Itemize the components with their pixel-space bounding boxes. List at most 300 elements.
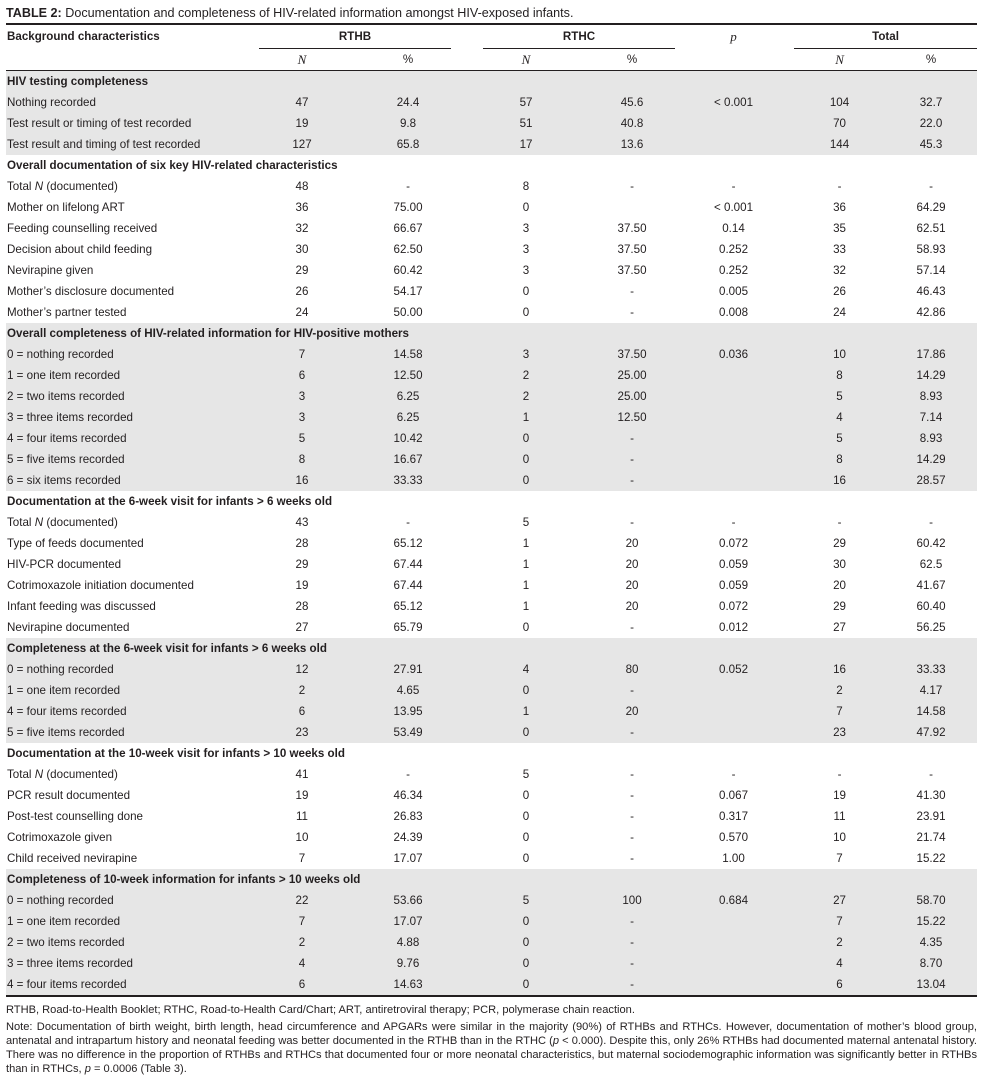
cell-rthc-pct: 20 [625,600,639,613]
column-gap [782,239,794,260]
cell-total-pct: 45.3 [885,134,977,155]
column-gap [782,680,794,701]
cell-rthb-pct: 6.25 [355,386,461,407]
cell-rthb-n: 43 [295,516,309,529]
cell-rthc-n: 0 [473,680,579,701]
cell-total-pct: 22.0 [885,113,977,134]
cell-rthb-pct: 12.50 [355,365,461,386]
cell-rthc-pct: 37.50 [617,222,647,235]
cell-total-n: 29 [833,537,846,550]
cell-p [685,722,782,743]
cell-rthc-n: 0 [522,789,530,802]
cell-total-pct: 28.57 [885,470,977,491]
header-p: p [730,29,737,44]
cell-total-n: 8 [794,365,885,386]
cell-rthb-pct: 4.65 [355,680,461,701]
cell-total-pct: 58.93 [916,243,946,256]
cell-p: 0.059 [719,558,749,571]
column-gap [461,932,473,953]
table-row [6,932,977,953]
section-title: Overall documentation of six key HIV-related characteristics [7,159,338,172]
column-gap [461,92,473,113]
cell-rthb-n: 19 [249,113,355,134]
cell-rthc-pct: 13.6 [579,134,685,155]
cell-p: 0.012 [719,621,749,634]
section-header-row [6,638,977,659]
cell-total-pct: 14.58 [885,701,977,722]
cell-rthc-pct: - [579,974,685,996]
cell-rthb-n: 8 [249,449,355,470]
cell-p [685,470,782,491]
cell-rthc-pct: - [630,831,634,844]
section-header-row [6,155,977,176]
cell-rthc-pct: - [579,953,685,974]
cell-rthc-n: 0 [473,722,579,743]
cell-rthc-pct: - [630,285,634,298]
section-header-row [6,71,977,93]
cell-rthb-n: 22 [249,890,355,911]
table-row [6,659,977,680]
row-label: Mother’s partner tested [7,306,127,319]
cell-total-n: 2 [794,932,885,953]
section-header-row [6,869,977,890]
column-gap [782,764,794,785]
cell-total-n: 4 [794,407,885,428]
cell-total-pct: 8.93 [885,386,977,407]
row-label: Infant feeding was discussed [7,600,156,613]
cell-total-pct: 14.29 [885,449,977,470]
cell-total-n: 10 [794,344,885,365]
cell-total-n: 104 [794,92,885,113]
table-row [6,680,977,701]
row-label: PCR result documented [7,789,131,802]
cell-p: < 0.001 [685,92,782,113]
cell-rthb-n: 7 [298,852,306,865]
row-label: 2 = two items recorded [6,932,249,953]
row-label: Nothing recorded [6,92,249,113]
table-row [6,533,977,554]
column-gap [461,281,473,302]
column-gap [782,470,794,491]
cell-total-n: 5 [794,428,885,449]
cell-p [685,407,782,428]
cell-p [685,701,782,722]
cell-total-n: 16 [794,659,885,680]
cell-rthb-pct: 13.95 [355,701,461,722]
table-row [6,113,977,134]
cell-total-pct: 60.40 [916,600,946,613]
cell-rthb-n: 47 [249,92,355,113]
cell-rthc-n: 0 [473,428,579,449]
header-total: Total [794,25,977,49]
cell-total-n: 33 [833,243,846,256]
cell-p: - [731,180,736,193]
cell-rthc-pct: 12.50 [579,407,685,428]
section-header-row [6,491,977,512]
cell-total-n: 7 [836,852,843,865]
row-label: Cotrimoxazole given [7,831,113,844]
cell-p: 0.684 [685,890,782,911]
column-gap [461,848,473,869]
row-label: Feeding counselling received [7,222,158,235]
cell-total-pct: 8.70 [885,953,977,974]
cell-p: 0.072 [719,600,749,613]
cell-total-pct: 57.14 [916,264,946,277]
table-row [6,428,977,449]
table-row [6,365,977,386]
table-row [6,806,977,827]
cell-rthc-n: 2 [473,386,579,407]
cell-total-pct: 62.5 [919,558,943,571]
header-total-pct: % [885,49,977,71]
cell-rthc-pct: 25.00 [579,365,685,386]
cell-rthb-n: 29 [295,264,309,277]
cell-rthc-n: 1 [522,558,530,571]
cell-rthb-pct: 65.12 [393,600,423,613]
cell-total-n: 27 [833,621,846,634]
cell-p [685,932,782,953]
table-row [6,554,977,575]
cell-rthb-pct: 10.42 [355,428,461,449]
table-row [6,281,977,302]
cell-rthc-pct: 20 [625,558,639,571]
cell-rthb-pct: 9.76 [355,953,461,974]
column-gap [782,722,794,743]
cell-rthb-pct: 14.58 [355,344,461,365]
column-gap [461,428,473,449]
table-row [6,218,977,239]
cell-rthb-n: 32 [295,222,309,235]
column-gap [782,848,794,869]
column-gap [782,365,794,386]
row-label: 1 = one item recorded [6,911,249,932]
column-gap [461,806,473,827]
cell-rthb-pct: 26.83 [393,810,423,823]
column-gap [782,92,794,113]
column-gap [782,134,794,155]
section-header-row [6,323,977,344]
cell-total-pct: 15.22 [916,852,946,865]
cell-rthb-n: 12 [249,659,355,680]
cell-total-n: 19 [833,789,846,802]
column-gap [461,197,473,218]
row-label: Child received nevirapine [7,852,138,865]
column-gap [782,449,794,470]
table-row [6,92,977,113]
cell-total-pct: 47.92 [885,722,977,743]
row-label: 4 = four items recorded [6,701,249,722]
header-rthc-n: N [473,49,579,71]
cell-total-n: 11 [833,810,846,823]
section-title: HIV testing completeness [6,71,977,93]
cell-total-n: 144 [794,134,885,155]
cell-rthb-pct: 17.07 [393,852,423,865]
cell-rthb-n: 28 [295,537,309,550]
cell-p: - [731,516,736,529]
cell-rthc-pct: 37.50 [617,243,647,256]
cell-rthc-pct: - [630,621,634,634]
cell-rthc-pct: 20 [625,537,639,550]
cell-p: 0.570 [719,831,749,844]
cell-rthb-n: 6 [249,974,355,996]
row-label: Nevirapine documented [7,621,130,634]
column-gap [782,911,794,932]
cell-rthb-pct: 53.66 [355,890,461,911]
cell-rthc-n: 51 [473,113,579,134]
cell-rthc-n: 0 [522,852,530,865]
row-label: Cotrimoxazole initiation documented [7,579,194,592]
cell-total-pct: 14.29 [885,365,977,386]
table-row [6,890,977,911]
cell-total-n: 10 [833,831,846,844]
table-row [6,449,977,470]
cell-rthc-pct: 45.6 [579,92,685,113]
cell-p: 0.036 [685,344,782,365]
cell-total-pct: 60.42 [916,537,946,550]
footnote-note: Note: Documentation of birth weight, birth length, head circumference and APGARs were similar in the majority (90%) of RTHBs and RTHCs. However, documentation of mother’s blood group, antenatal and intrapartum history and neonatal feeding was better documented in the RTHB than in the RTHC (p < 0.000). Despite this, only 26% RTHBs had documented maternal antenatal history. There was no difference in the proportion of RTHBs and RTHCs that documented four or more neonatal characteristics, but maternal sociodemographic information was significantly better in RTHBs than in RTHCs, p = 0.0006 (Table 3). [6,1021,977,1075]
cell-rthb-pct: 67.44 [393,558,423,571]
cell-rthc-pct: - [630,768,634,781]
row-label: Total N (documented) [7,768,118,781]
row-label: Type of feeds documented [7,537,144,550]
cell-total-n: 35 [833,222,846,235]
cell-total-pct: 8.93 [885,428,977,449]
column-gap [782,344,794,365]
data-table [6,25,977,997]
column-gap [461,596,473,617]
cell-total-pct: 62.51 [916,222,946,235]
cell-rthc-n: 2 [473,365,579,386]
cell-rthc-pct: - [579,722,685,743]
cell-p [685,428,782,449]
column-gap [461,365,473,386]
row-label: Decision about child feeding [7,243,153,256]
cell-total-pct: - [929,516,933,529]
column-gap [782,281,794,302]
section-header-row [6,743,977,764]
cell-total-pct: 56.25 [916,621,946,634]
cell-rthc-n: 1 [473,407,579,428]
cell-p: 0.072 [719,537,749,550]
column-gap [461,722,473,743]
cell-rthb-n: 7 [249,344,355,365]
cell-total-n: - [837,516,842,529]
cell-rthc-n: 0 [522,201,530,214]
cell-rthc-n: 0 [522,810,530,823]
cell-rthc-pct: - [579,428,685,449]
cell-rthc-n: 3 [473,344,579,365]
cell-total-n: 20 [833,579,846,592]
table-row [6,701,977,722]
cell-rthc-n: 1 [522,579,530,592]
column-gap [782,596,794,617]
row-label: HIV-PCR documented [7,558,122,571]
cell-rthb-pct: - [406,516,410,529]
cell-rthc-n: 0 [473,470,579,491]
cell-p [685,134,782,155]
section-title: Documentation at the 6-week visit for infants > 6 weeks old [7,495,333,508]
cell-rthc-pct: - [579,470,685,491]
cell-total-pct: 4.35 [885,932,977,953]
cell-total-pct: 41.67 [916,579,946,592]
table-row [6,575,977,596]
column-gap [461,176,473,197]
cell-rthc-n: 1 [522,600,530,613]
cell-rthc-n: 0 [522,285,530,298]
section-title: Completeness at the 6-week visit for infants > 6 weeks old [6,638,977,659]
cell-rthc-n: 3 [522,222,530,235]
column-gap [461,659,473,680]
column-gap [782,785,794,806]
cell-total-pct: 58.70 [885,890,977,911]
cell-total-n: - [837,768,842,781]
cell-rthb-pct: 75.00 [393,201,423,214]
table-row [6,134,977,155]
cell-rthc-pct: - [579,449,685,470]
cell-total-pct: - [929,768,933,781]
column-gap [461,260,473,281]
cell-p [685,113,782,134]
header-rthc-pct: % [579,49,685,71]
cell-rthb-pct: 4.88 [355,932,461,953]
table-caption [6,5,977,25]
column-gap [782,428,794,449]
section-title: Documentation at the 10-week visit for infants > 10 weeks old [7,747,345,760]
column-gap [782,512,794,533]
cell-rthb-pct: 6.25 [355,407,461,428]
cell-rthb-n: 26 [295,285,309,298]
table-row [6,344,977,365]
cell-rthb-pct: 46.34 [393,789,423,802]
cell-rthb-pct: 24.39 [393,831,423,844]
table-row [6,617,977,638]
cell-p: 0.005 [719,285,749,298]
row-label: 0 = nothing recorded [6,659,249,680]
cell-rthc-n: 0 [473,953,579,974]
cell-total-n: 27 [794,890,885,911]
cell-rthb-pct: 9.8 [355,113,461,134]
column-gap [782,617,794,638]
cell-rthc-n: 3 [522,264,530,277]
cell-rthc-n: 4 [473,659,579,680]
cell-total-pct: 13.04 [885,974,977,996]
cell-total-n: 26 [833,285,846,298]
cell-rthc-n: 0 [473,974,579,996]
column-gap [782,890,794,911]
column-gap [461,617,473,638]
cell-rthb-pct: 65.79 [393,621,423,634]
table-row [6,596,977,617]
cell-rthb-n: 29 [295,558,309,571]
row-label: 3 = three items recorded [6,407,249,428]
cell-rthb-n: 10 [295,831,309,844]
cell-rthb-n: 6 [249,701,355,722]
column-gap [782,806,794,827]
cell-rthc-pct: - [630,852,634,865]
column-gap [461,218,473,239]
row-label: Mother on lifelong ART [7,201,125,214]
table-row [6,722,977,743]
cell-rthb-pct: 65.8 [355,134,461,155]
cell-total-n: 23 [794,722,885,743]
cell-rthb-n: 48 [295,180,309,193]
cell-total-n: 32 [833,264,846,277]
column-gap [461,680,473,701]
cell-total-n: 5 [794,386,885,407]
cell-rthc-n: 3 [522,243,530,256]
caption-label: TABLE 2: [6,6,62,20]
cell-rthc-n: 1 [473,701,579,722]
cell-total-n: 30 [833,558,846,571]
column-gap [461,911,473,932]
table-row [6,386,977,407]
table-row [6,911,977,932]
cell-rthb-n: 28 [295,600,309,613]
cell-total-pct: 7.14 [885,407,977,428]
row-label: Post-test counselling done [7,810,143,823]
cell-rthc-pct: 37.50 [617,264,647,277]
cell-rthc-n: 0 [522,306,530,319]
cell-p [685,680,782,701]
column-gap [782,386,794,407]
cell-rthb-pct: 50.00 [393,306,423,319]
cell-rthb-n: 4 [249,953,355,974]
cell-p [685,974,782,996]
cell-rthb-pct: 54.17 [393,285,423,298]
cell-total-n: 24 [833,306,846,319]
column-gap [461,449,473,470]
column-gap [461,239,473,260]
cell-rthc-pct: - [630,810,634,823]
cell-rthb-pct: 27.91 [355,659,461,680]
column-gap [461,701,473,722]
row-label: 0 = nothing recorded [6,344,249,365]
column-gap [782,302,794,323]
cell-p [685,911,782,932]
column-gap [461,890,473,911]
cell-p [685,365,782,386]
cell-rthc-pct: 37.50 [579,344,685,365]
cell-rthc-n: 0 [473,449,579,470]
cell-total-n: 29 [833,600,846,613]
header-rthb-pct: % [355,49,461,71]
cell-rthc-pct: - [630,516,634,529]
column-gap [461,974,473,996]
table-footnotes [6,1003,977,1076]
cell-rthb-n: 16 [249,470,355,491]
cell-rthc-pct: 100 [579,890,685,911]
cell-total-n: 7 [794,701,885,722]
cell-rthc-n: 8 [522,180,530,193]
column-gap [461,386,473,407]
column-gap [782,953,794,974]
cell-total-pct: - [929,180,933,193]
cell-rthb-n: 30 [295,243,309,256]
column-gap [782,197,794,218]
row-label: Total N (documented) [7,516,118,529]
table-row [6,785,977,806]
cell-p: 0.252 [719,243,749,256]
cell-rthc-pct: - [579,932,685,953]
cell-rthb-n: 19 [295,579,309,592]
row-label: Test result or timing of test recorded [6,113,249,134]
cell-rthb-n: 5 [249,428,355,449]
cell-rthb-n: 2 [249,932,355,953]
cell-rthb-n: 2 [249,680,355,701]
column-gap [461,344,473,365]
cell-total-n: 70 [794,113,885,134]
cell-rthb-pct: - [406,180,410,193]
